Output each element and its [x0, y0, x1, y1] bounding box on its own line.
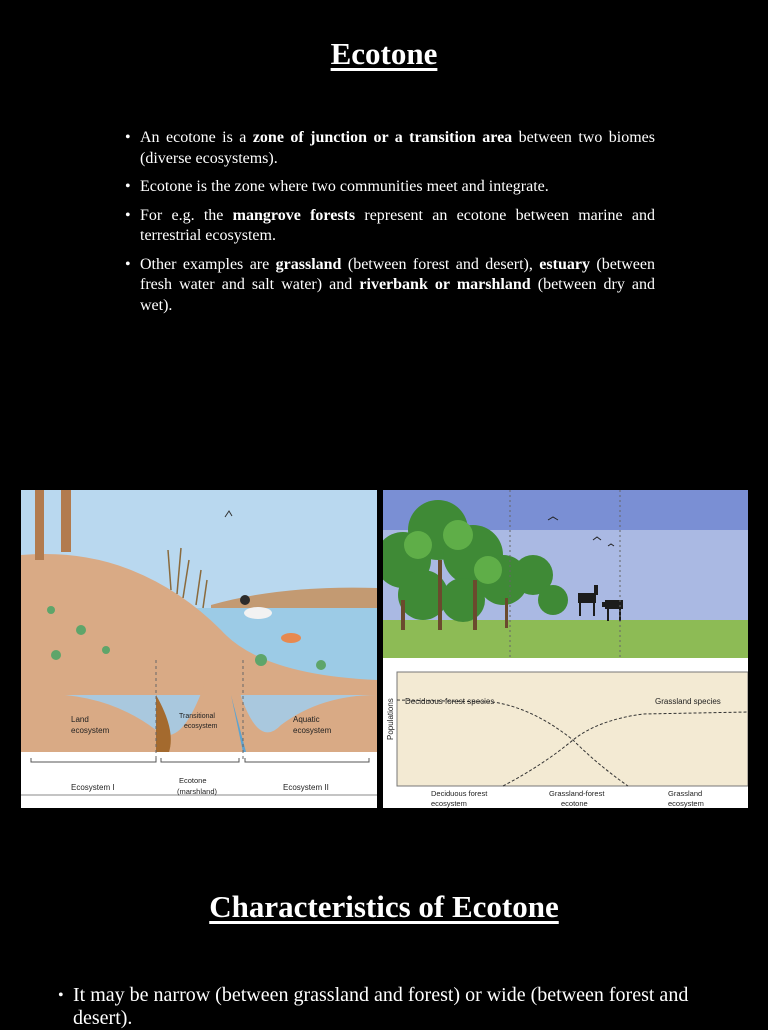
forest-grassland-ecotone-figure — [383, 490, 748, 808]
slide-title-ecotone: Ecotone — [330, 36, 438, 71]
bullet-text: (between dry and wet). — [140, 276, 656, 314]
bold-term: mangrove forests — [232, 206, 356, 224]
grassland-forest-ecotone-label-2: ecotone — [561, 799, 588, 808]
transitional-ecosystem-label-2: ecosystem — [184, 723, 218, 730]
bullet-item — [125, 255, 655, 317]
aquatic-ecosystem-label-2: ecosystem — [293, 726, 332, 735]
ecotone-label-2: (marshland) — [177, 787, 218, 796]
bullet-text: represent an ecotone between marine and terrestrial ecosystem. — [140, 206, 656, 244]
land-aquatic-ecotone-figure — [21, 490, 377, 808]
bullet-text: Other examples are — [140, 255, 276, 273]
characteristic-bullet: • It may be narrow (between grassland and forest) or wide (between forest and desert). — [58, 984, 698, 1030]
bullet-item — [125, 206, 655, 247]
bullet-item — [125, 177, 655, 198]
deciduous-forest-ecosystem-label-2: ecosystem — [431, 799, 467, 808]
aquatic-ecosystem-label-1: Aquatic — [293, 715, 320, 724]
deciduous-forest-species-label: Deciduous forest species — [405, 697, 495, 706]
characteristics-bullet-list — [58, 984, 698, 1030]
grassland-ecosystem-label-1: Grassland — [668, 789, 703, 798]
deciduous-forest-ecosystem-label-1: Deciduous forest — [431, 789, 488, 798]
bullet-text: Ecotone is the zone where two communities meet and integrate. — [140, 178, 549, 195]
ecosystem-1-label: Ecosystem I — [71, 783, 115, 792]
ecosystem-2-label: Ecosystem II — [283, 783, 329, 792]
bullet-text: (between forest and desert), — [341, 255, 540, 273]
ecotone-label-1: Ecotone — [179, 776, 207, 785]
transitional-ecosystem-label-1: Transitional — [179, 713, 215, 720]
bold-term: estuary — [539, 255, 590, 273]
slide-title-characteristics: Characteristics of Ecotone — [209, 889, 559, 924]
bold-term: riverbank or marshland — [359, 276, 531, 293]
bullet-text: For e.g. the — [140, 206, 233, 224]
ecotone-bullet-list — [125, 128, 655, 324]
grassland-species-label: Grassland species — [655, 697, 721, 706]
bold-term: zone of junction or a transition area — [252, 129, 513, 146]
bullet-text: An ecotone is a — [140, 129, 253, 146]
grassland-forest-ecotone-label-1: Grassland-forest — [549, 789, 605, 798]
bullet-text: (between fresh water and salt water) and — [140, 255, 655, 293]
bold-term: grassland — [275, 255, 342, 273]
bullet-text: between two biomes (diverse ecosystems). — [140, 129, 656, 167]
bullet-item — [125, 128, 655, 169]
populations-axis-label: Populations — [386, 698, 395, 740]
land-ecosystem-label-1: Land — [71, 715, 89, 724]
grassland-ecosystem-label-2: ecosystem — [668, 799, 704, 808]
land-ecosystem-label-2: ecosystem — [71, 726, 110, 735]
